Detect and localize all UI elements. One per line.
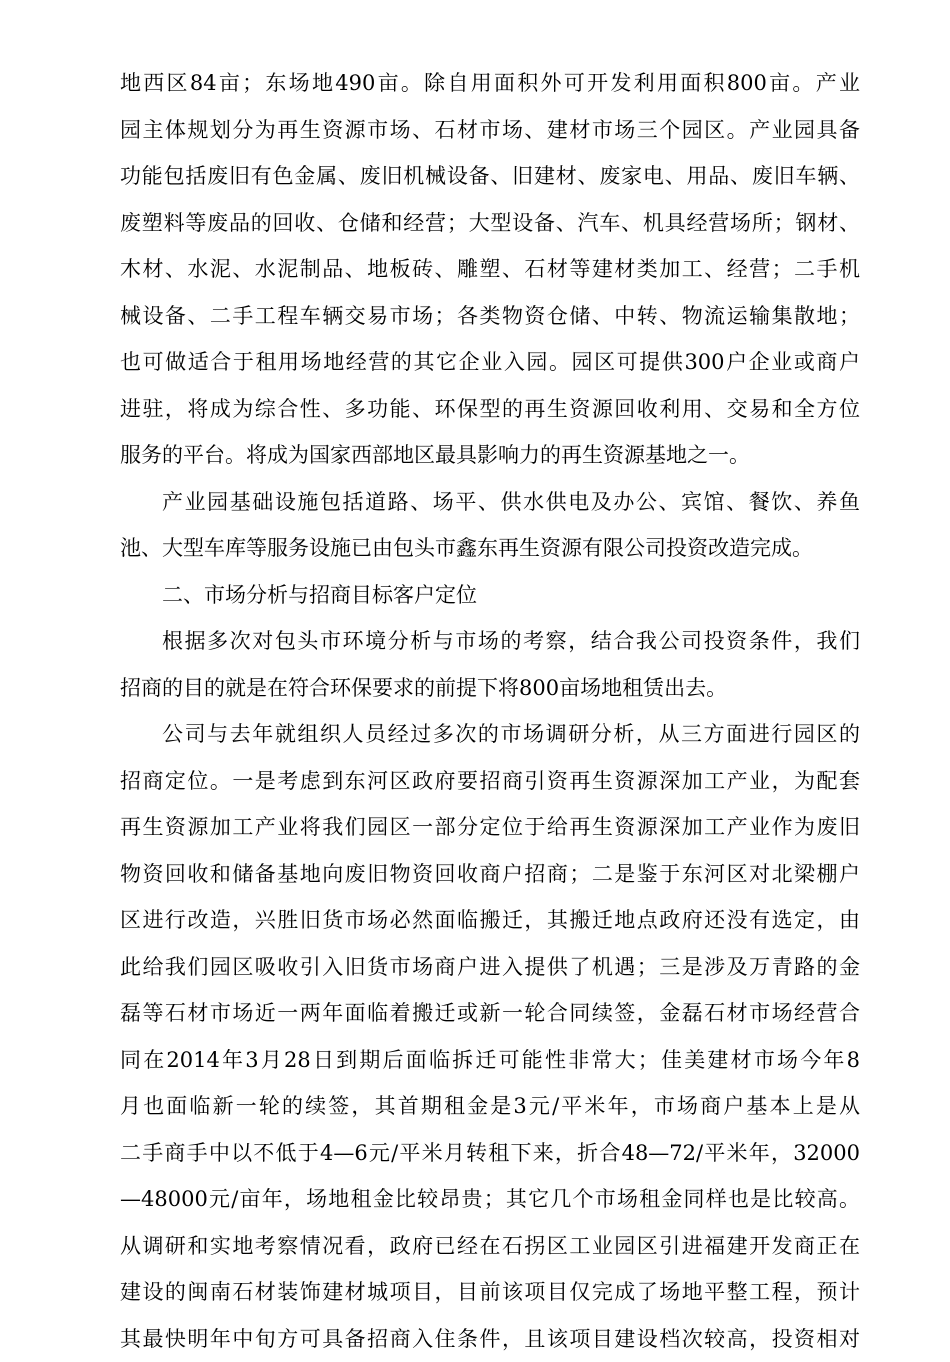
paragraph-4-line-1: 公司与去年就组织人员经过多次的市场调研分析，从三方面进行园区的 xyxy=(120,711,860,758)
paragraph-1-line-2: 园主体规划分为再生资源市场、石材市场、建材市场三个园区。产业园具备 xyxy=(120,107,860,154)
paragraph-4-line-11: —48000元/亩年，场地租金比较昂贵；其它几个市场租金同样也是比较高。 xyxy=(120,1176,860,1223)
paragraph-1-line-3: 功能包括废旧有色金属、废旧机械设备、旧建材、废家电、用品、废旧车辆、 xyxy=(120,153,860,200)
paragraph-4-line-5: 区进行改造，兴胜旧货市场必然面临搬迁，其搬迁地点政府还没有选定，由 xyxy=(120,897,860,944)
paragraph-4-line-4: 物资回收和储备基地向废旧物资回收商户招商；二是鉴于东河区对北梁棚户 xyxy=(120,851,860,898)
paragraph-4-line-9: 月也面临新一轮的续签，其首期租金是3元/平米年，市场商户基本上是从 xyxy=(120,1083,860,1130)
paragraph-4-line-12: 从调研和实地考察情况看，政府已经在石拐区工业园区引进福建开发商正在 xyxy=(120,1223,860,1270)
paragraph-3-line-1: 根据多次对包头市环境分析与市场的考察，结合我公司投资条件，我们 xyxy=(120,618,860,665)
paragraph-4-line-6: 此给我们园区吸收引入旧货市场商户进入提供了机遇；三是涉及万青路的金 xyxy=(120,944,860,991)
paragraph-2-line-1: 产业园基础设施包括道路、场平、供水供电及办公、宾馆、餐饮、养鱼 xyxy=(120,479,860,526)
paragraph-4-line-8: 同在2014年3月28日到期后面临拆迁可能性非常大；佳美建材市场今年8 xyxy=(120,1037,860,1084)
paragraph-2-line-2: 池、大型车库等服务设施已由包头市鑫东再生资源有限公司投资改造完成。 xyxy=(120,525,860,572)
document-body xyxy=(120,60,860,1362)
paragraph-4-line-10: 二手商手中以不低于4—6元/平米月转租下来，折合48—72/平米年，32000 xyxy=(120,1130,860,1177)
paragraph-1-line-5: 木材、水泥、水泥制品、地板砖、雕塑、石材等建材类加工、经营；二手机 xyxy=(120,246,860,293)
paragraph-4-line-2: 招商定位。一是考虑到东河区政府要招商引资再生资源深加工产业，为配套 xyxy=(120,758,860,805)
paragraph-3-line-2: 招商的目的就是在符合环保要求的前提下将800亩场地租赁出去。 xyxy=(120,665,860,712)
paragraph-1-line-1: 地西区84亩；东场地490亩。除自用面积外可开发利用面积800亩。产业 xyxy=(120,60,860,107)
paragraph-1-line-4: 废塑料等废品的回收、仓储和经营；大型设备、汽车、机具经营场所；钢材、 xyxy=(120,200,860,247)
paragraph-4-line-14: 其最快明年中旬方可具备招商入住条件，且该项目建设档次较高，投资相对 xyxy=(120,1316,860,1362)
paragraph-1-line-9: 服务的平台。将成为国家西部地区最具影响力的再生资源基地之一。 xyxy=(120,432,860,479)
paragraph-4-line-7: 磊等石材市场近一两年面临着搬迁或新一轮合同续签，金磊石材市场经营合 xyxy=(120,990,860,1037)
section-heading: 二、市场分析与招商目标客户定位 xyxy=(120,572,860,619)
paragraph-4-line-13: 建设的闽南石材装饰建材城项目，目前该项目仅完成了场地平整工程，预计 xyxy=(120,1269,860,1316)
paragraph-1-line-6: 械设备、二手工程车辆交易市场；各类物资仓储、中转、物流运输集散地； xyxy=(120,293,860,340)
paragraph-4-line-3: 再生资源加工产业将我们园区一部分定位于给再生资源深加工产业作为废旧 xyxy=(120,804,860,851)
paragraph-1-line-8: 进驻，将成为综合性、多功能、环保型的再生资源回收利用、交易和全方位 xyxy=(120,386,860,433)
paragraph-1-line-7: 也可做适合于租用场地经营的其它企业入园。园区可提供300户企业或商户 xyxy=(120,339,860,386)
